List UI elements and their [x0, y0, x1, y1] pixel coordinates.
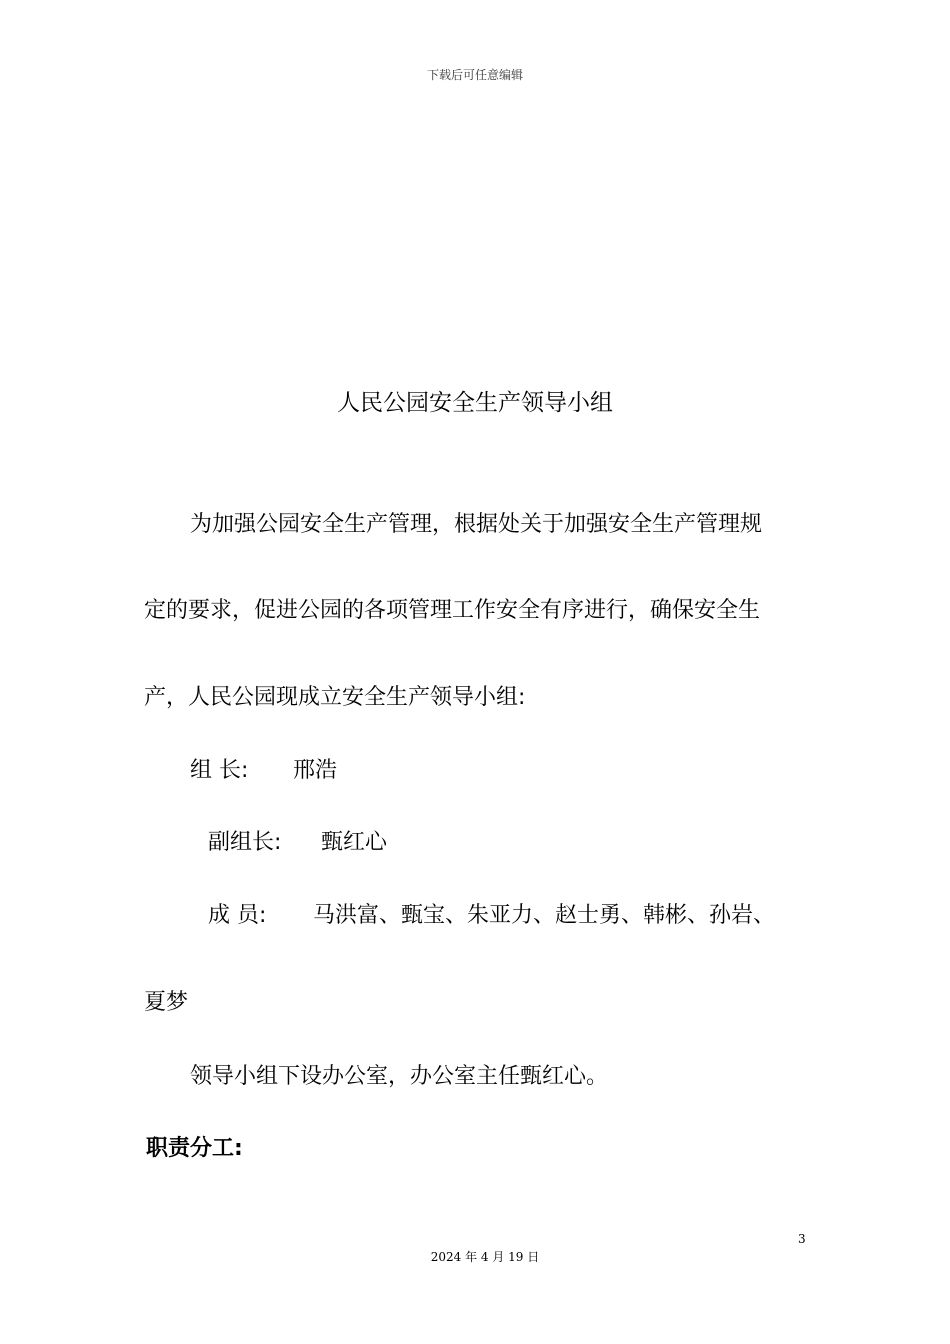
intro-line-3: 产，人民公园现成立安全生产领导小组:	[144, 685, 526, 710]
footer-date: 2024 年 4 月 19 日	[430, 1250, 540, 1264]
section-heading: 职责分工:	[146, 1136, 243, 1161]
members-label: 成 员:	[208, 903, 267, 928]
members-names-line-1: 马洪富、甄宝、朱亚力、赵士勇、韩彬、孙岩、	[313, 903, 776, 928]
members-names-line-2: 夏梦	[144, 990, 189, 1015]
page-header: 下载后可任意编辑	[426, 68, 523, 82]
leader-name: 邢浩	[293, 758, 338, 783]
page-number: 3	[798, 1232, 806, 1246]
deputy-leader-name: 甄红心	[321, 830, 388, 855]
deputy-leader-label: 副组长:	[208, 830, 282, 855]
office-note: 领导小组下设办公室，办公室主任甄红心。	[190, 1064, 609, 1089]
leader-label: 组 长:	[190, 758, 249, 783]
intro-line-2: 定的要求，促进公园的各项管理工作安全有序进行，确保安全生	[144, 598, 761, 623]
intro-line-1: 为加强公园安全生产管理，根据处关于加强安全生产管理规	[190, 512, 763, 537]
document-title: 人民公园安全生产领导小组	[337, 390, 613, 416]
